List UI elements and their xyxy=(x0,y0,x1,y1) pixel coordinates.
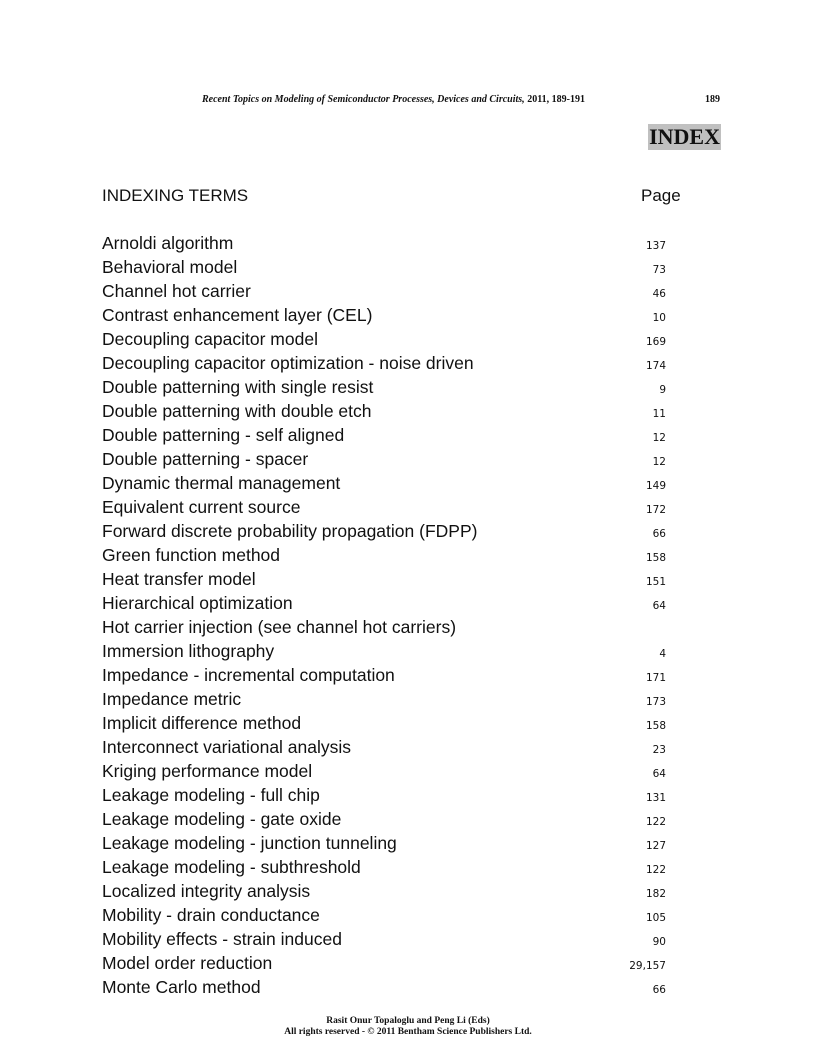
entry-page: 158 xyxy=(645,720,666,732)
entry-page: 122 xyxy=(645,816,666,828)
entry-page: 158 xyxy=(645,552,666,564)
entry-page: 9 xyxy=(659,384,666,396)
entry-page: 105 xyxy=(645,912,666,924)
entry-page: 182 xyxy=(645,888,666,900)
entry-page: 172 xyxy=(645,504,666,516)
entry-term: Leakage modeling - full chip xyxy=(102,785,320,805)
entry-term: Double patterning - spacer xyxy=(102,449,309,469)
entry-page: 169 xyxy=(645,336,666,348)
index-entry xyxy=(102,784,666,808)
entry-term: Kriging performance model xyxy=(102,761,313,781)
entry-term: Hierarchical optimization xyxy=(102,593,293,613)
index-entry xyxy=(102,976,666,1000)
footer-editors: Rasit Onur Topaloglu and Peng Li (Eds) xyxy=(326,1016,490,1026)
entry-page: 151 xyxy=(645,576,666,588)
entry-page: 29,157 xyxy=(629,960,666,972)
entry-term: Monte Carlo method xyxy=(102,977,261,997)
entry-page: 131 xyxy=(645,792,666,804)
entry-page: 11 xyxy=(652,408,666,420)
column-header-page: Page xyxy=(641,186,681,205)
entry-term: Leakage modeling - gate oxide xyxy=(102,809,342,829)
entry-term: Arnoldi algorithm xyxy=(102,233,234,253)
index-entry xyxy=(102,328,666,352)
index-entry xyxy=(102,232,666,256)
index-entry xyxy=(102,664,666,688)
entry-term: Green function method xyxy=(102,545,281,565)
entry-term: Immersion lithography xyxy=(102,641,275,661)
entry-page: 10 xyxy=(652,312,666,324)
entry-term: Channel hot carrier xyxy=(102,281,251,301)
index-entry xyxy=(102,592,666,616)
index-entry xyxy=(102,280,666,304)
index-entry xyxy=(102,928,666,952)
index-entry xyxy=(102,616,666,640)
index-entry xyxy=(102,568,666,592)
entry-page: 4 xyxy=(659,648,666,660)
index-entry xyxy=(102,496,666,520)
entry-term: Localized integrity analysis xyxy=(102,881,311,901)
entry-term: Double patterning with single resist xyxy=(102,377,374,397)
entry-page: 12 xyxy=(652,456,666,468)
entry-term: Dynamic thermal management xyxy=(102,473,341,493)
entry-term: Heat transfer model xyxy=(102,569,256,589)
entry-page: 90 xyxy=(652,936,666,948)
entry-term: Impedance metric xyxy=(102,689,242,709)
index-entry xyxy=(102,352,666,376)
entry-term: Leakage modeling - junction tunneling xyxy=(102,833,397,853)
column-header-terms: INDEXING TERMS xyxy=(102,186,249,205)
entry-term: Interconnect variational analysis xyxy=(102,737,352,757)
entry-page: 64 xyxy=(652,600,666,612)
index-entry xyxy=(102,904,666,928)
index-entry xyxy=(102,640,666,664)
index-entry xyxy=(102,808,666,832)
index-entry xyxy=(102,880,666,904)
entry-page: 149 xyxy=(645,480,666,492)
entry-term: Impedance - incremental computation xyxy=(102,665,395,685)
journal-title: Recent Topics on Modeling of Semiconductor Processes, Devices and Circuits, xyxy=(202,94,525,105)
index-entry xyxy=(102,544,666,568)
entry-term: Implicit difference method xyxy=(102,713,302,733)
entry-page: 127 xyxy=(645,840,666,852)
entry-page: 23 xyxy=(652,744,666,756)
entry-term: Double patterning - self aligned xyxy=(102,425,345,445)
entry-page: 171 xyxy=(645,672,666,684)
entry-page: 73 xyxy=(652,264,666,276)
entry-term: Model order reduction xyxy=(102,953,273,973)
index-entry xyxy=(102,424,666,448)
entry-term: Decoupling capacitor model xyxy=(102,329,318,349)
entry-page: 66 xyxy=(652,528,666,540)
index-entry xyxy=(102,952,666,976)
entry-term: Decoupling capacitor optimization - noise driven xyxy=(102,353,474,373)
entry-term: Equivalent current source xyxy=(102,497,301,517)
year-pages: 2011, 189-191 xyxy=(524,94,585,105)
entry-page: 12 xyxy=(652,432,666,444)
section-title: INDEX xyxy=(649,124,720,149)
entry-page: 174 xyxy=(645,360,666,372)
entry-term: Mobility effects - strain induced xyxy=(102,929,342,949)
entry-term: Hot carrier injection (see channel hot carriers) xyxy=(102,617,457,637)
index-entry xyxy=(102,712,666,736)
index-entry xyxy=(102,760,666,784)
page-number: 189 xyxy=(705,94,720,105)
entry-term: Leakage modeling - subthreshold xyxy=(102,857,361,877)
entry-term: Contrast enhancement layer (CEL) xyxy=(102,305,373,325)
index-entry xyxy=(102,688,666,712)
entry-page: 66 xyxy=(652,984,666,996)
index-entry xyxy=(102,304,666,328)
index-entry xyxy=(102,472,666,496)
footer-copyright: All rights reserved - © 2011 Bentham Science Publishers Ltd. xyxy=(284,1027,532,1037)
index-entry xyxy=(102,400,666,424)
entry-page: 173 xyxy=(645,696,666,708)
index-entry xyxy=(102,448,666,472)
index-entry xyxy=(102,856,666,880)
index-entry xyxy=(102,520,666,544)
index-entry xyxy=(102,376,666,400)
journal-citation xyxy=(202,94,585,105)
entry-page: 64 xyxy=(652,768,666,780)
entry-page: 137 xyxy=(645,240,666,252)
entry-page: 122 xyxy=(645,864,666,876)
footer xyxy=(0,1016,816,1038)
entry-term: Mobility - drain conductance xyxy=(102,905,320,925)
entry-term: Forward discrete probability propagation (FDPP) xyxy=(102,521,478,541)
index-entry xyxy=(102,256,666,280)
entry-page: 46 xyxy=(652,288,666,300)
entry-term: Double patterning with double etch xyxy=(102,401,372,421)
index-entry xyxy=(102,736,666,760)
entry-term: Behavioral model xyxy=(102,257,238,277)
index-entry xyxy=(102,832,666,856)
